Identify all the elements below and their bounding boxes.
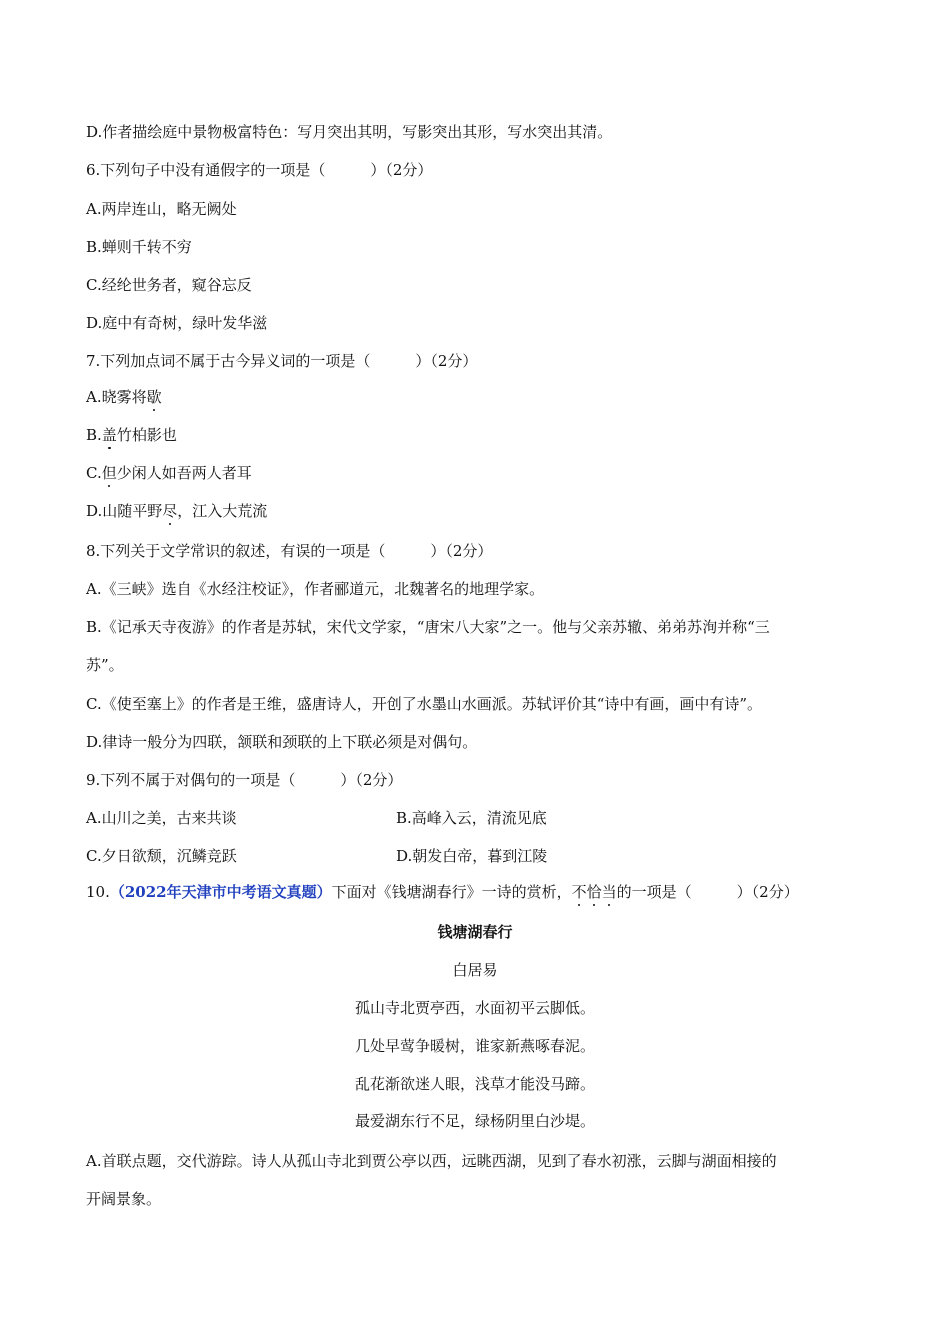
emphasis-dot-char: 尽: [162, 502, 178, 520]
q8-option-b-line2: 苏”。: [86, 656, 124, 674]
text: 下面对《钱塘湖春行》一诗的赏析，: [331, 883, 572, 901]
poem-author: 白居易: [452, 961, 498, 979]
emphasis-dot-char: 当: [601, 883, 617, 901]
poem-line: 几处早莺争暖树，谁家新燕啄春泥。: [354, 1037, 595, 1055]
q8-option-d: D.律诗一般分为四联，颔联和颈联的上下联必须是对偶句。: [86, 733, 478, 751]
q7-option-a: [86, 387, 162, 407]
q10-stem: [86, 882, 799, 902]
q8-stem: 8.下列关于文学常识的叙述，有误的一项是（ ）（2分）: [86, 542, 493, 560]
q6-stem: 6.下列句子中没有通假字的一项是（ ）（2分）: [86, 161, 433, 179]
q10-option-a-line2: 开阔景象。: [86, 1190, 162, 1208]
q10-option-a-line1: A.首联点题，交代游踪。诗人从孤山寺北到贾公亭以西，远眺西湖，见到了春水初涨，云脚与湖面相接的: [86, 1152, 777, 1170]
poem-line: 孤山寺北贾亭西，水面初平云脚低。: [354, 999, 595, 1017]
poem-line: 最爱湖东行不足，绿杨阴里白沙堤。: [354, 1112, 595, 1130]
question-source: （2022年天津市中考语文真题）: [109, 883, 332, 901]
q9-option-a: A.山川之美，古来共谈: [86, 809, 237, 827]
text: C.: [86, 464, 102, 482]
q7-option-d: [86, 501, 267, 521]
q6-option-d: D.庭中有奇树，绿叶发华滋: [86, 314, 268, 332]
emphasis-dot-char: 不: [571, 883, 587, 901]
q9-stem: 9.下列不属于对偶句的一项是（ ）（2分）: [86, 771, 403, 789]
text: B.: [86, 426, 102, 444]
q8-option-c: C.《使至塞上》的作者是王维，盛唐诗人，开创了水墨山水画派。苏轼评价其“诗中有画，画中有诗”。: [86, 695, 763, 713]
q9-option-c: C.夕日欲颓，沉鳞竞跃: [86, 847, 237, 865]
q5-option-d: D.作者描绘庭中景物极富特色：写月突出其明，写影突出其形，写水突出其清。: [86, 123, 613, 141]
q7-stem: 7.下列加点词不属于古今异义词的一项是（ ）（2分）: [86, 352, 478, 370]
q6-option-a: A.两岸连山，略无阙处: [86, 200, 237, 218]
text: 竹柏影也: [116, 426, 177, 444]
text: 的一项是（ ）（2分）: [616, 883, 799, 901]
q9-option-b: B.高峰入云，清流见底: [396, 809, 547, 827]
text: A.晓雾将: [86, 388, 147, 406]
emphasis-dot-char: 歇: [146, 388, 162, 406]
text: 少闲人如吾两人者耳: [116, 464, 252, 482]
q8-option-a: A.《三峡》选自《水经注校证》，作者郦道元，北魏著名的地理学家。: [86, 580, 545, 598]
q9-option-d: D.朝发白帝，暮到江陵: [396, 847, 548, 865]
text: ，江入大荒流: [177, 502, 268, 520]
q8-option-b-line1: B.《记承天寺夜游》的作者是苏轼，宋代文学家，“唐宋八大家”之一。他与父亲苏辙、弟弟苏洵并称“三: [86, 618, 770, 636]
poem-title: 钱塘湖春行: [437, 923, 513, 941]
q6-option-c: C.经纶世务者，窥谷忘反: [86, 276, 252, 294]
question-number: 10.: [86, 883, 110, 901]
q7-option-b: [86, 425, 177, 445]
emphasis-dot-char: 盖: [101, 426, 117, 444]
emphasis-dot-char: 但: [101, 464, 117, 482]
poem-line: 乱花渐欲迷人眼，浅草才能没马蹄。: [354, 1075, 595, 1093]
q6-option-b: B.蝉则千转不穷: [86, 238, 192, 256]
text: D.山随平野: [86, 502, 163, 520]
emphasis-dot-char: 恰: [586, 883, 602, 901]
q7-option-c: [86, 463, 252, 483]
